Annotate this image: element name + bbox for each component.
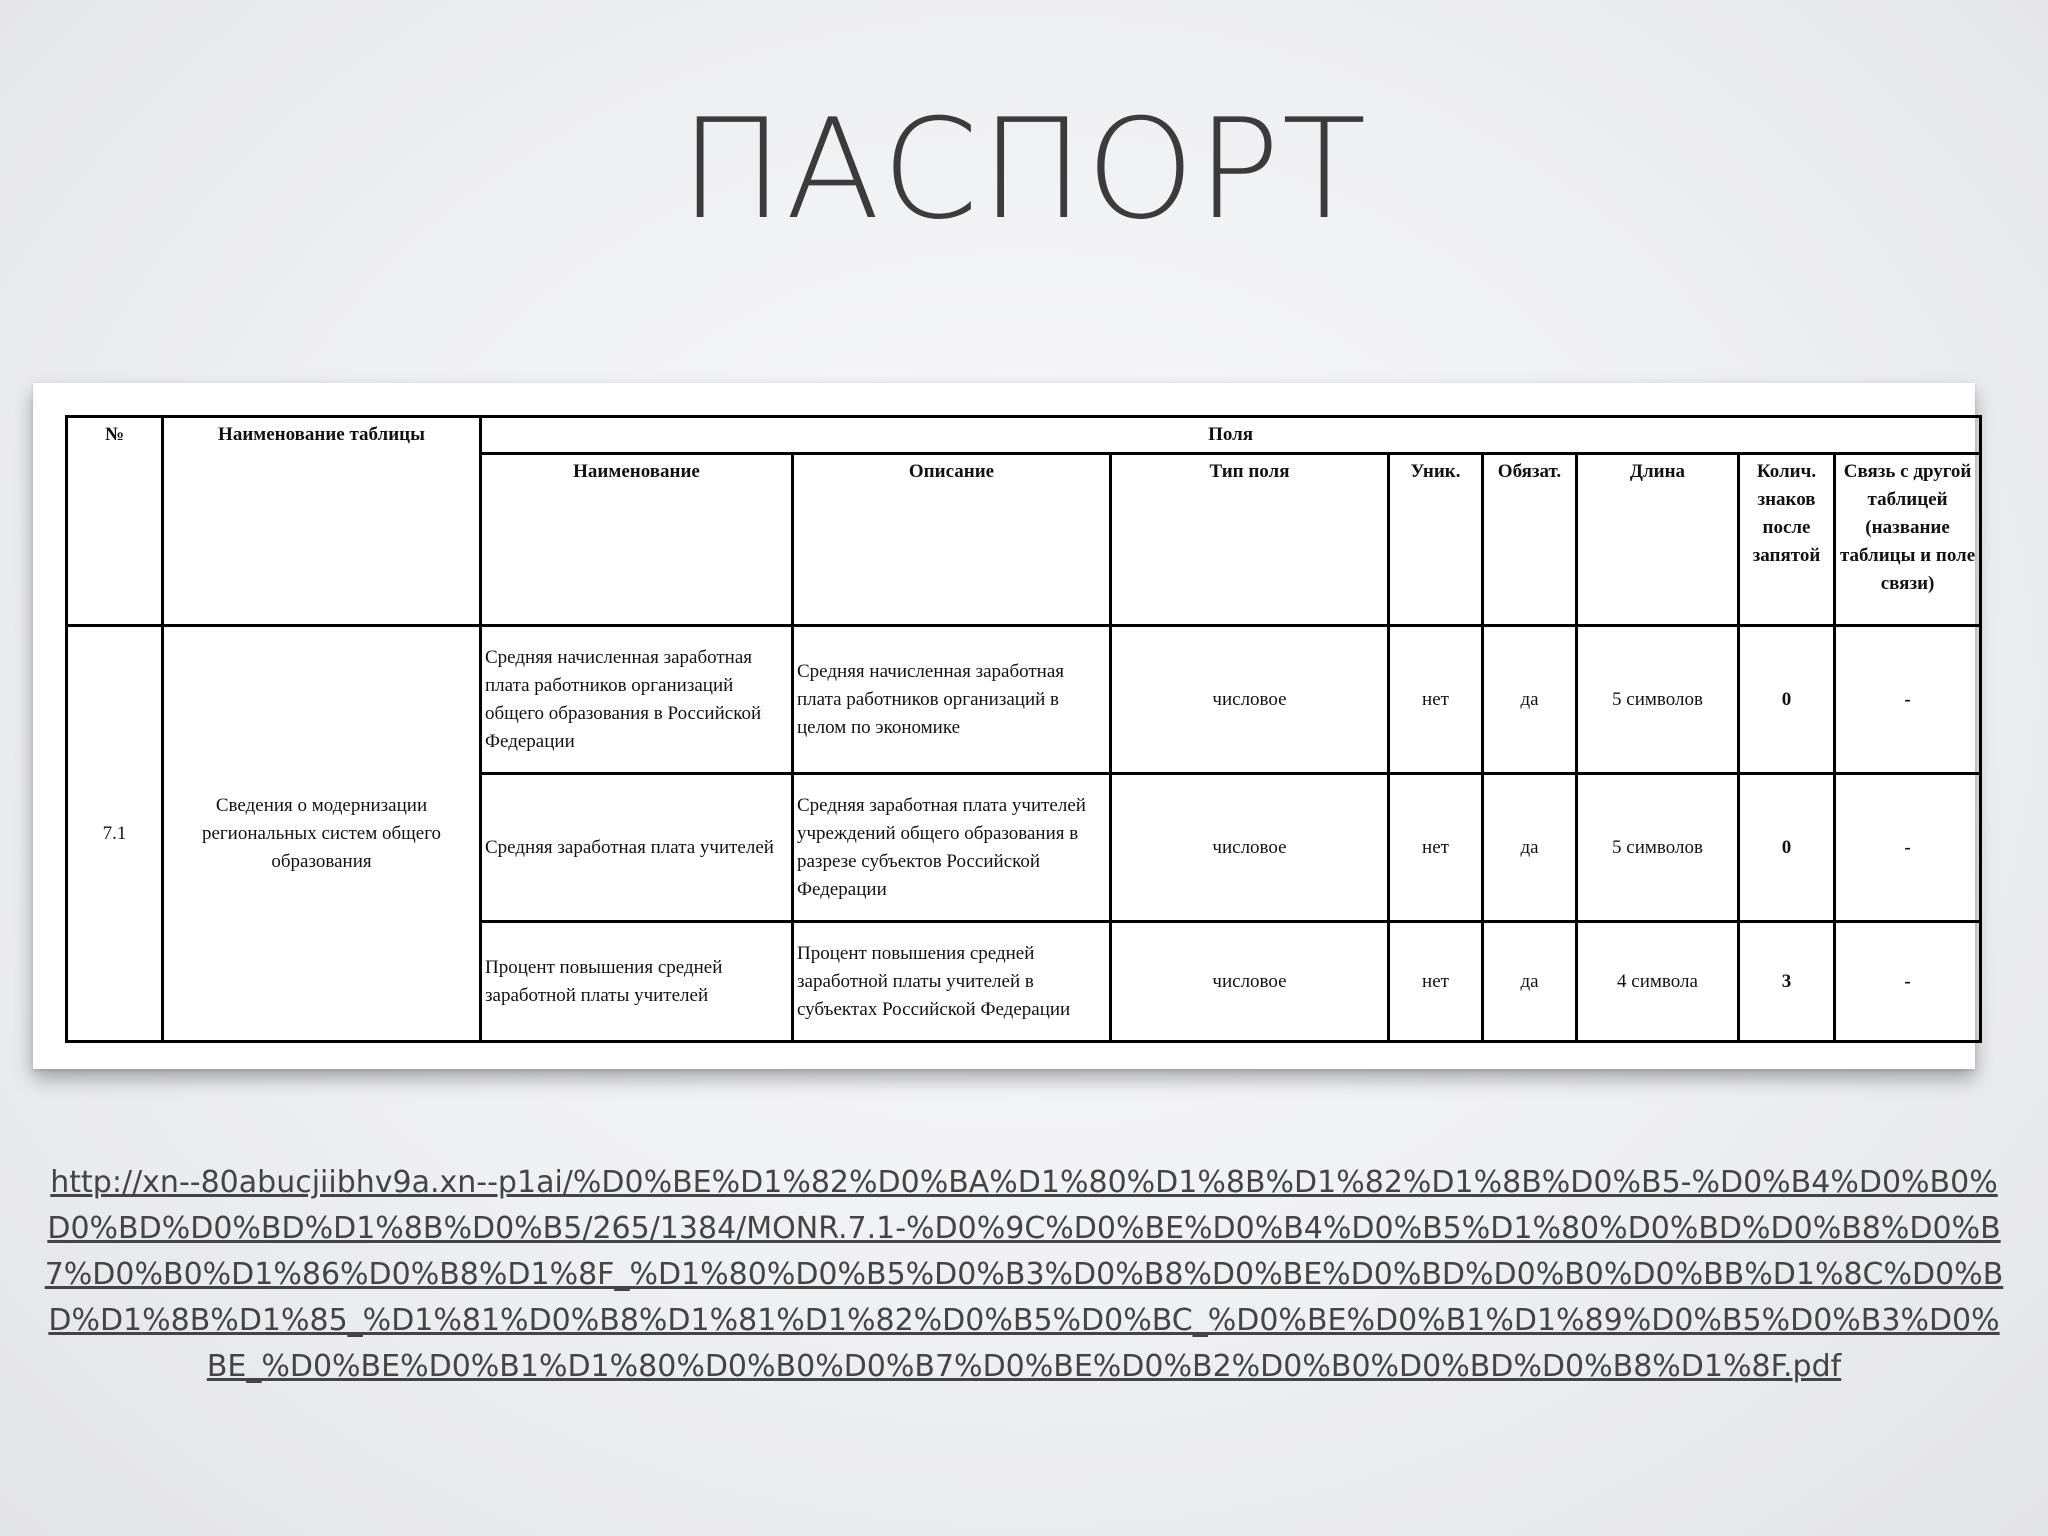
row-unique: нет: [1389, 626, 1483, 774]
row-name: Процент повышения средней заработной платы учителей: [481, 922, 793, 1042]
row-link: -: [1835, 922, 1981, 1042]
table-row: [67, 626, 1981, 774]
group-table-name: Сведения о модернизации региональных систем общего образования: [163, 626, 481, 1042]
row-required: да: [1483, 922, 1577, 1042]
row-name: Средняя начисленная заработная плата работников организаций общего образования в Российской Федерации: [481, 626, 793, 774]
row-description: Средняя начисленная заработная плата работников организаций в целом по экономике: [793, 626, 1111, 774]
header-required: Обязат.: [1483, 454, 1577, 626]
header-num: №: [67, 417, 163, 626]
row-link: -: [1835, 774, 1981, 922]
row-unique: нет: [1389, 774, 1483, 922]
table-card: [33, 383, 1975, 1069]
header-length: Длина: [1577, 454, 1739, 626]
group-num: 7.1: [67, 626, 163, 1042]
row-description: Процент повышения средней заработной платы учителей в субъектах Российской Федерации: [793, 922, 1111, 1042]
header-unique: Уник.: [1389, 454, 1483, 626]
header-fields: Поля: [481, 417, 1981, 454]
row-field-type: числовое: [1111, 774, 1389, 922]
row-field-type: числовое: [1111, 626, 1389, 774]
row-length: 4 символа: [1577, 922, 1739, 1042]
slide-title: ПАСПОРТ: [679, 89, 1369, 250]
row-description: Средняя заработная плата учителей учреждений общего образования в разрезе субъектов Российской Федерации: [793, 774, 1111, 922]
row-length: 5 символов: [1577, 626, 1739, 774]
row-unique: нет: [1389, 922, 1483, 1042]
header-row-1: [67, 417, 1981, 454]
source-link[interactable]: http://xn--80abucjiibhv9a.xn--p1ai/%D0%BE%D1%82%D0%BA%D1%80%D1%8B%D1%82%D1%8B%D0%B5-%D0%B4%D0%B0%D0%BD%D0%BD%D1%8B%D0%B5/265/1384/MONR.7.1-%D0%9C%D0%BE%D0%B4%D0%B5%D1%80%D0%BD%D0%B8%D0%B7%D0%B0%D1%86%D0%B8%D1%8F_%D1%80%D0%B5%D0%B3%D0%B8%D0%BE%D0%BD%D0%B0%D0%BB%D1%8C%D0%BD%D1%8B%D1%85_%D1%81%D0%B8%D1%81%D1%82%D0%B5%D0%BC_%D0%BE%D0%B1%D1%89%D0%B5%D0%B3%D0%BE_%D0%BE%D0%B1%D1%80%D0%B0%D0%B7%D0%BE%D0%B2%D0%B0%D0%BD%D0%B8%D1%8F.pdf: [44, 1165, 2004, 1384]
row-decimals: 0: [1739, 626, 1835, 774]
row-required: да: [1483, 774, 1577, 922]
header-decimals: Колич. знаков после запятой: [1739, 454, 1835, 626]
row-name: Средняя заработная плата учителей: [481, 774, 793, 922]
row-length: 5 символов: [1577, 774, 1739, 922]
row-field-type: числовое: [1111, 922, 1389, 1042]
header-link: Связь с другой таблицей (название таблицы и поле связи): [1835, 454, 1981, 626]
header-table-name: Наименование таблицы: [163, 417, 481, 626]
row-link: -: [1835, 626, 1981, 774]
header-name: Наименование: [481, 454, 793, 626]
row-required: да: [1483, 626, 1577, 774]
row-decimals: 0: [1739, 774, 1835, 922]
row-decimals: 3: [1739, 922, 1835, 1042]
header-field-type: Тип поля: [1111, 454, 1389, 626]
passport-table: [65, 415, 1982, 1043]
header-description: Описание: [793, 454, 1111, 626]
